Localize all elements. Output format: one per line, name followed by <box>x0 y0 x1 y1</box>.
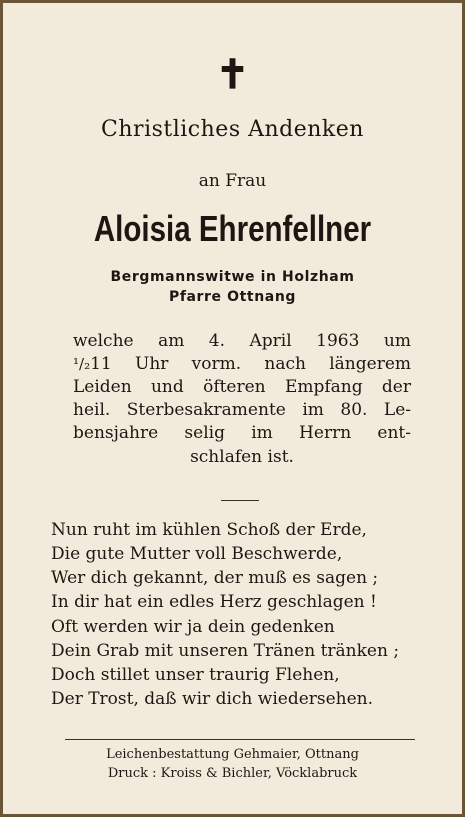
body-line: heil. Sterbesakramente im 80. Le- <box>73 400 411 420</box>
undertaker-credit: Leichenbestattung Gehmaier, Ottnang <box>106 747 359 762</box>
salutation: an Frau <box>198 171 267 191</box>
poem-line: Dein Grab mit unseren Tränen tränken ; <box>51 641 400 661</box>
poem-line: Die gute Mutter voll Beschwerde, <box>51 544 343 564</box>
body-line: welche am 4. April 1963 um <box>73 331 411 351</box>
printer-credit: Druck : Kroiss & Bichler, Vöcklabruck <box>107 766 358 781</box>
poem-line: Oft werden wir ja dein gedenken <box>51 617 335 637</box>
body-line: Leiden und öfteren Empfang der <box>73 377 411 397</box>
body-line-text: 11 Uhr vorm. nach längerem <box>90 354 411 374</box>
subtitle-occupation: Bergmannswitwe in Holzham <box>110 269 355 285</box>
body-line: schlafen ist. <box>190 447 294 467</box>
poem-line: Der Trost, daß wir dich wiedersehen. <box>51 689 374 709</box>
footer-rule <box>65 739 415 740</box>
cross-icon: ✝ <box>215 51 250 98</box>
poem-line: Wer dich gekannt, der muß es sagen ; <box>51 568 379 588</box>
half-fraction: ¹/₂ <box>73 355 91 373</box>
subtitle-parish: Pfarre Ottnang <box>168 289 297 305</box>
poem-line: Nun ruht im kühlen Schoß der Erde, <box>51 520 367 540</box>
poem-line: In dir hat ein edles Herz geschlagen ! <box>51 592 377 612</box>
poem-line: Doch stillet unser traurig Flehen, <box>51 665 340 685</box>
card-heading: Christliches Andenken <box>101 117 364 142</box>
section-divider <box>221 500 259 501</box>
body-line <box>73 354 411 375</box>
deceased-name: Aloisia Ehrenfellner <box>93 208 372 249</box>
body-line: bensjahre selig im Herrn ent- <box>73 423 411 443</box>
